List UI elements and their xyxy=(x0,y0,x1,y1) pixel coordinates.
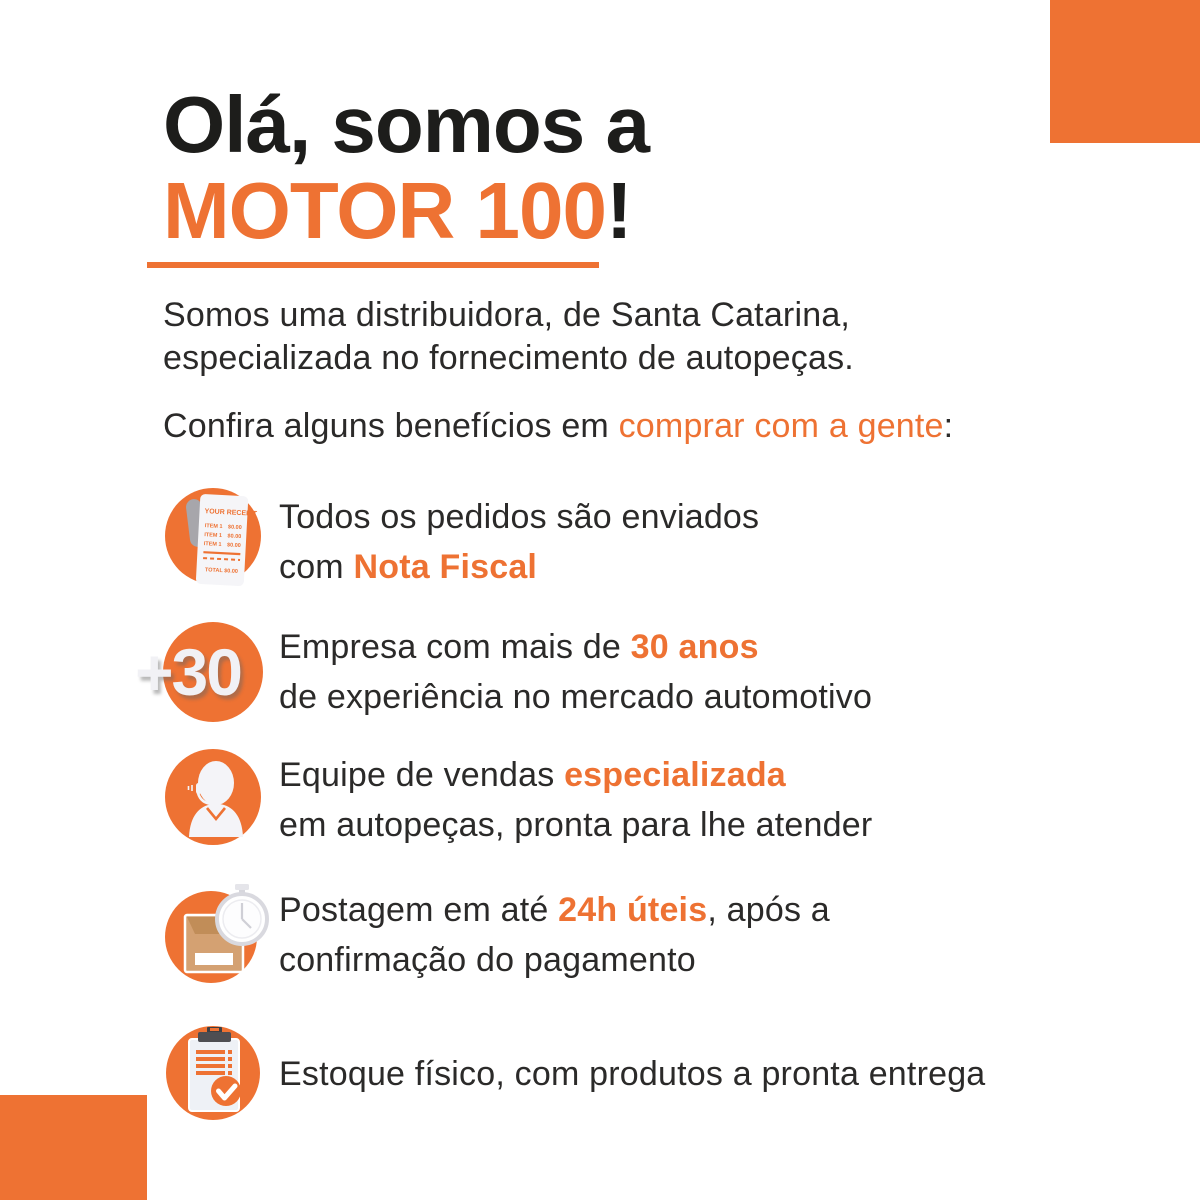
benefit-item-estoque xyxy=(163,1017,1103,1130)
benefit-text: Empresa com mais de 30 anos de experiência no mercado automotivo xyxy=(279,628,873,716)
intro-line-2: especializada no fornecimento de autopeças. xyxy=(163,339,854,377)
intro-line-1: Somos uma distribuidora, de Santa Catarina, xyxy=(163,296,851,334)
benefit-text: Postagem em até 24h úteis, após a confirmação do pagamento xyxy=(279,890,830,979)
benefits-heading-suffix: : xyxy=(943,407,954,445)
benefit-item-30-anos xyxy=(135,622,1103,722)
benefit-item-postagem xyxy=(163,877,1103,992)
receipt-icon xyxy=(163,486,263,597)
stock-clipboard-icon xyxy=(163,1017,263,1130)
title-greeting: Olá, somos a xyxy=(163,80,649,169)
svg-text:$0.00: $0.00 xyxy=(227,524,242,532)
brand-name: MOTOR 100 xyxy=(163,166,606,255)
shipping-time-icon xyxy=(163,877,263,992)
brand-underline xyxy=(147,262,599,268)
benefits-heading xyxy=(163,404,1103,448)
benefits-heading-prefix: Confira alguns benefícios em xyxy=(163,407,619,445)
support-agent-icon xyxy=(163,747,263,852)
page-title xyxy=(163,82,1103,254)
benefit-text: Equipe de vendas especializada em autopeças, pronta para lhe atender xyxy=(279,755,873,844)
benefit-text: Todos os pedidos são enviados com Nota Fiscal xyxy=(279,497,760,586)
plus-30-label: +30 xyxy=(135,635,241,709)
benefits-heading-highlight: comprar com a gente xyxy=(618,407,944,445)
benefits-list xyxy=(135,486,1103,1130)
svg-text:$0.00: $0.00 xyxy=(226,542,241,550)
benefit-item-equipe xyxy=(163,747,1103,852)
title-exclamation: ! xyxy=(606,166,632,255)
benefit-item-nota-fiscal xyxy=(163,486,1103,597)
svg-text:ITEM 1: ITEM 1 xyxy=(204,523,223,531)
svg-text:$0.00: $0.00 xyxy=(227,533,242,541)
intro-paragraph xyxy=(163,294,1103,380)
benefit-text: Estoque físico, com produtos a pronta entrega xyxy=(279,1054,986,1093)
receipt-header-text: YOUR RECEIPT xyxy=(204,508,258,518)
corner-accent-bottom-left xyxy=(0,1095,147,1200)
main-content xyxy=(135,0,1103,1155)
plus-30-badge xyxy=(135,622,263,722)
svg-text:ITEM 1: ITEM 1 xyxy=(203,541,222,549)
svg-text:TOTAL $0.00: TOTAL $0.00 xyxy=(204,567,239,575)
svg-text:ITEM 1: ITEM 1 xyxy=(204,532,223,540)
